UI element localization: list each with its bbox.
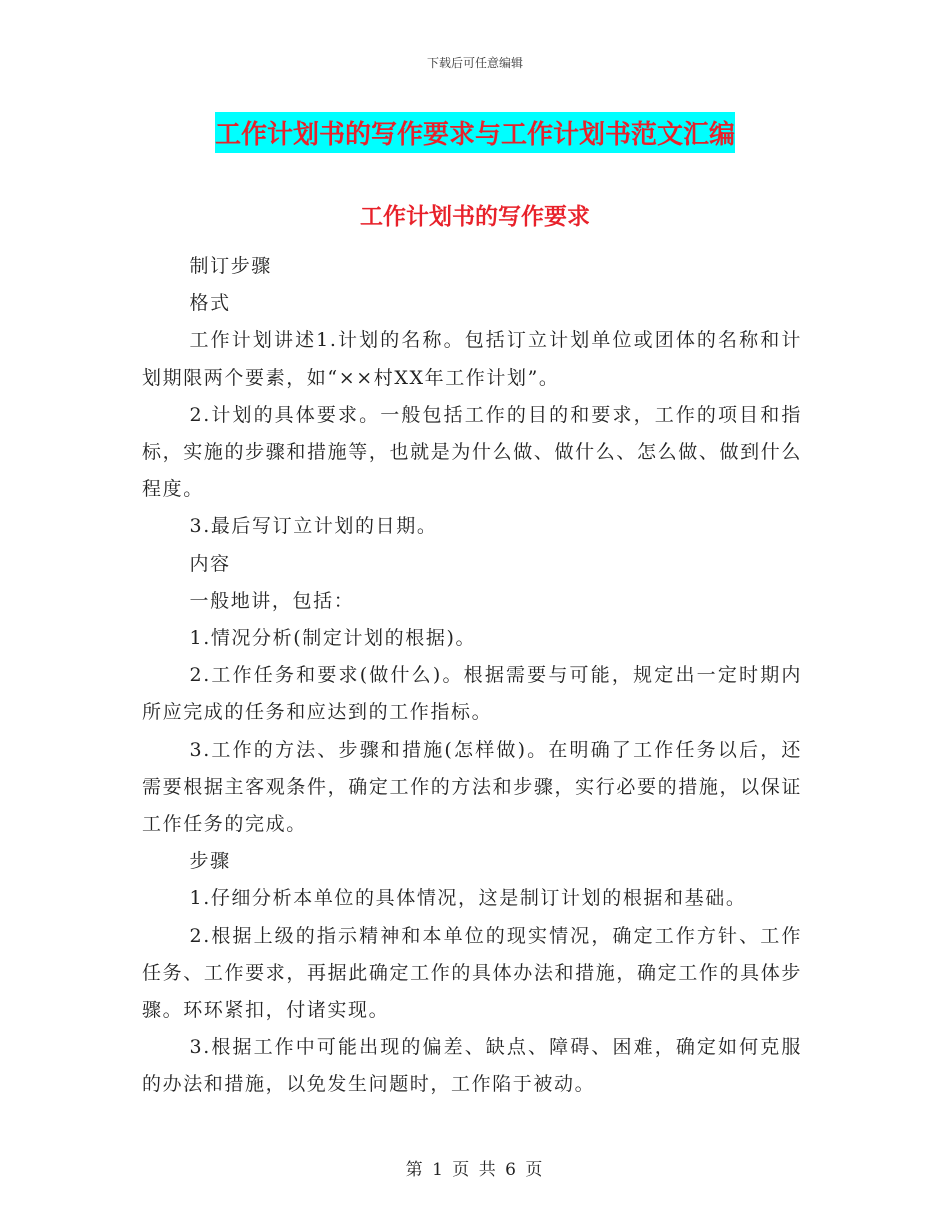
section-title: 工作计划书的写作要求: [360, 203, 590, 230]
paragraph: 2.根据上级的指示精神和本单位的现实情况，确定工作方针、工作任务、工作要求，再据此确定工作的具体办法和措施，确定工作的具体步骤。环环紧扣，付诸实现。: [142, 924, 802, 1022]
paragraph: 1.情况分析(制定计划的根据)。: [189, 627, 477, 650]
document-title-text: 工作计划书的写作要求与工作计划书范文汇编: [215, 112, 735, 153]
paragraph: 2.计划的具体要求。一般包括工作的目的和要求，工作的项目和指标，实施的步骤和措施等，也就是为什么做、做什么、怎么做、做到什么程度。: [142, 403, 802, 501]
paragraph: 3.最后写订立计划的日期。: [189, 515, 438, 538]
paragraph: 一般地讲，包括：: [189, 589, 355, 612]
paragraph: 工作计划讲述1.计划的名称。包括订立计划单位或团体的名称和计划期限两个要素，如“××村XX年工作计划”。: [142, 329, 802, 389]
document-title: [0, 112, 950, 153]
paragraph: 步骤: [189, 850, 231, 873]
page-footer: 第 1 页 共 6 页: [405, 1160, 545, 1180]
paragraph: 3.工作的方法、步骤和措施(怎样做)。在明确了工作任务以后，还需要根据主客观条件，确定工作的方法和步骤，实行必要的措施，以保证工作任务的完成。: [142, 738, 802, 836]
paragraph: 格式: [189, 292, 231, 315]
paragraph: 3.根据工作中可能出现的偏差、缺点、障碍、困难，确定如何克服的办法和措施，以免发生问题时，工作陷于被动。: [142, 1036, 802, 1096]
paragraph: 内容: [189, 552, 231, 575]
paragraph: 2.工作任务和要求(做什么)。根据需要与可能，规定出一定时期内所应完成的任务和应达到的工作指标。: [142, 664, 802, 724]
paragraph: 制订步骤: [189, 255, 272, 277]
paragraph: 1.仔细分析本单位的具体情况，这是制订计划的根据和基础。: [189, 887, 747, 910]
document-body: [142, 248, 802, 1104]
header-note: 下载后可任意编辑: [426, 56, 523, 70]
